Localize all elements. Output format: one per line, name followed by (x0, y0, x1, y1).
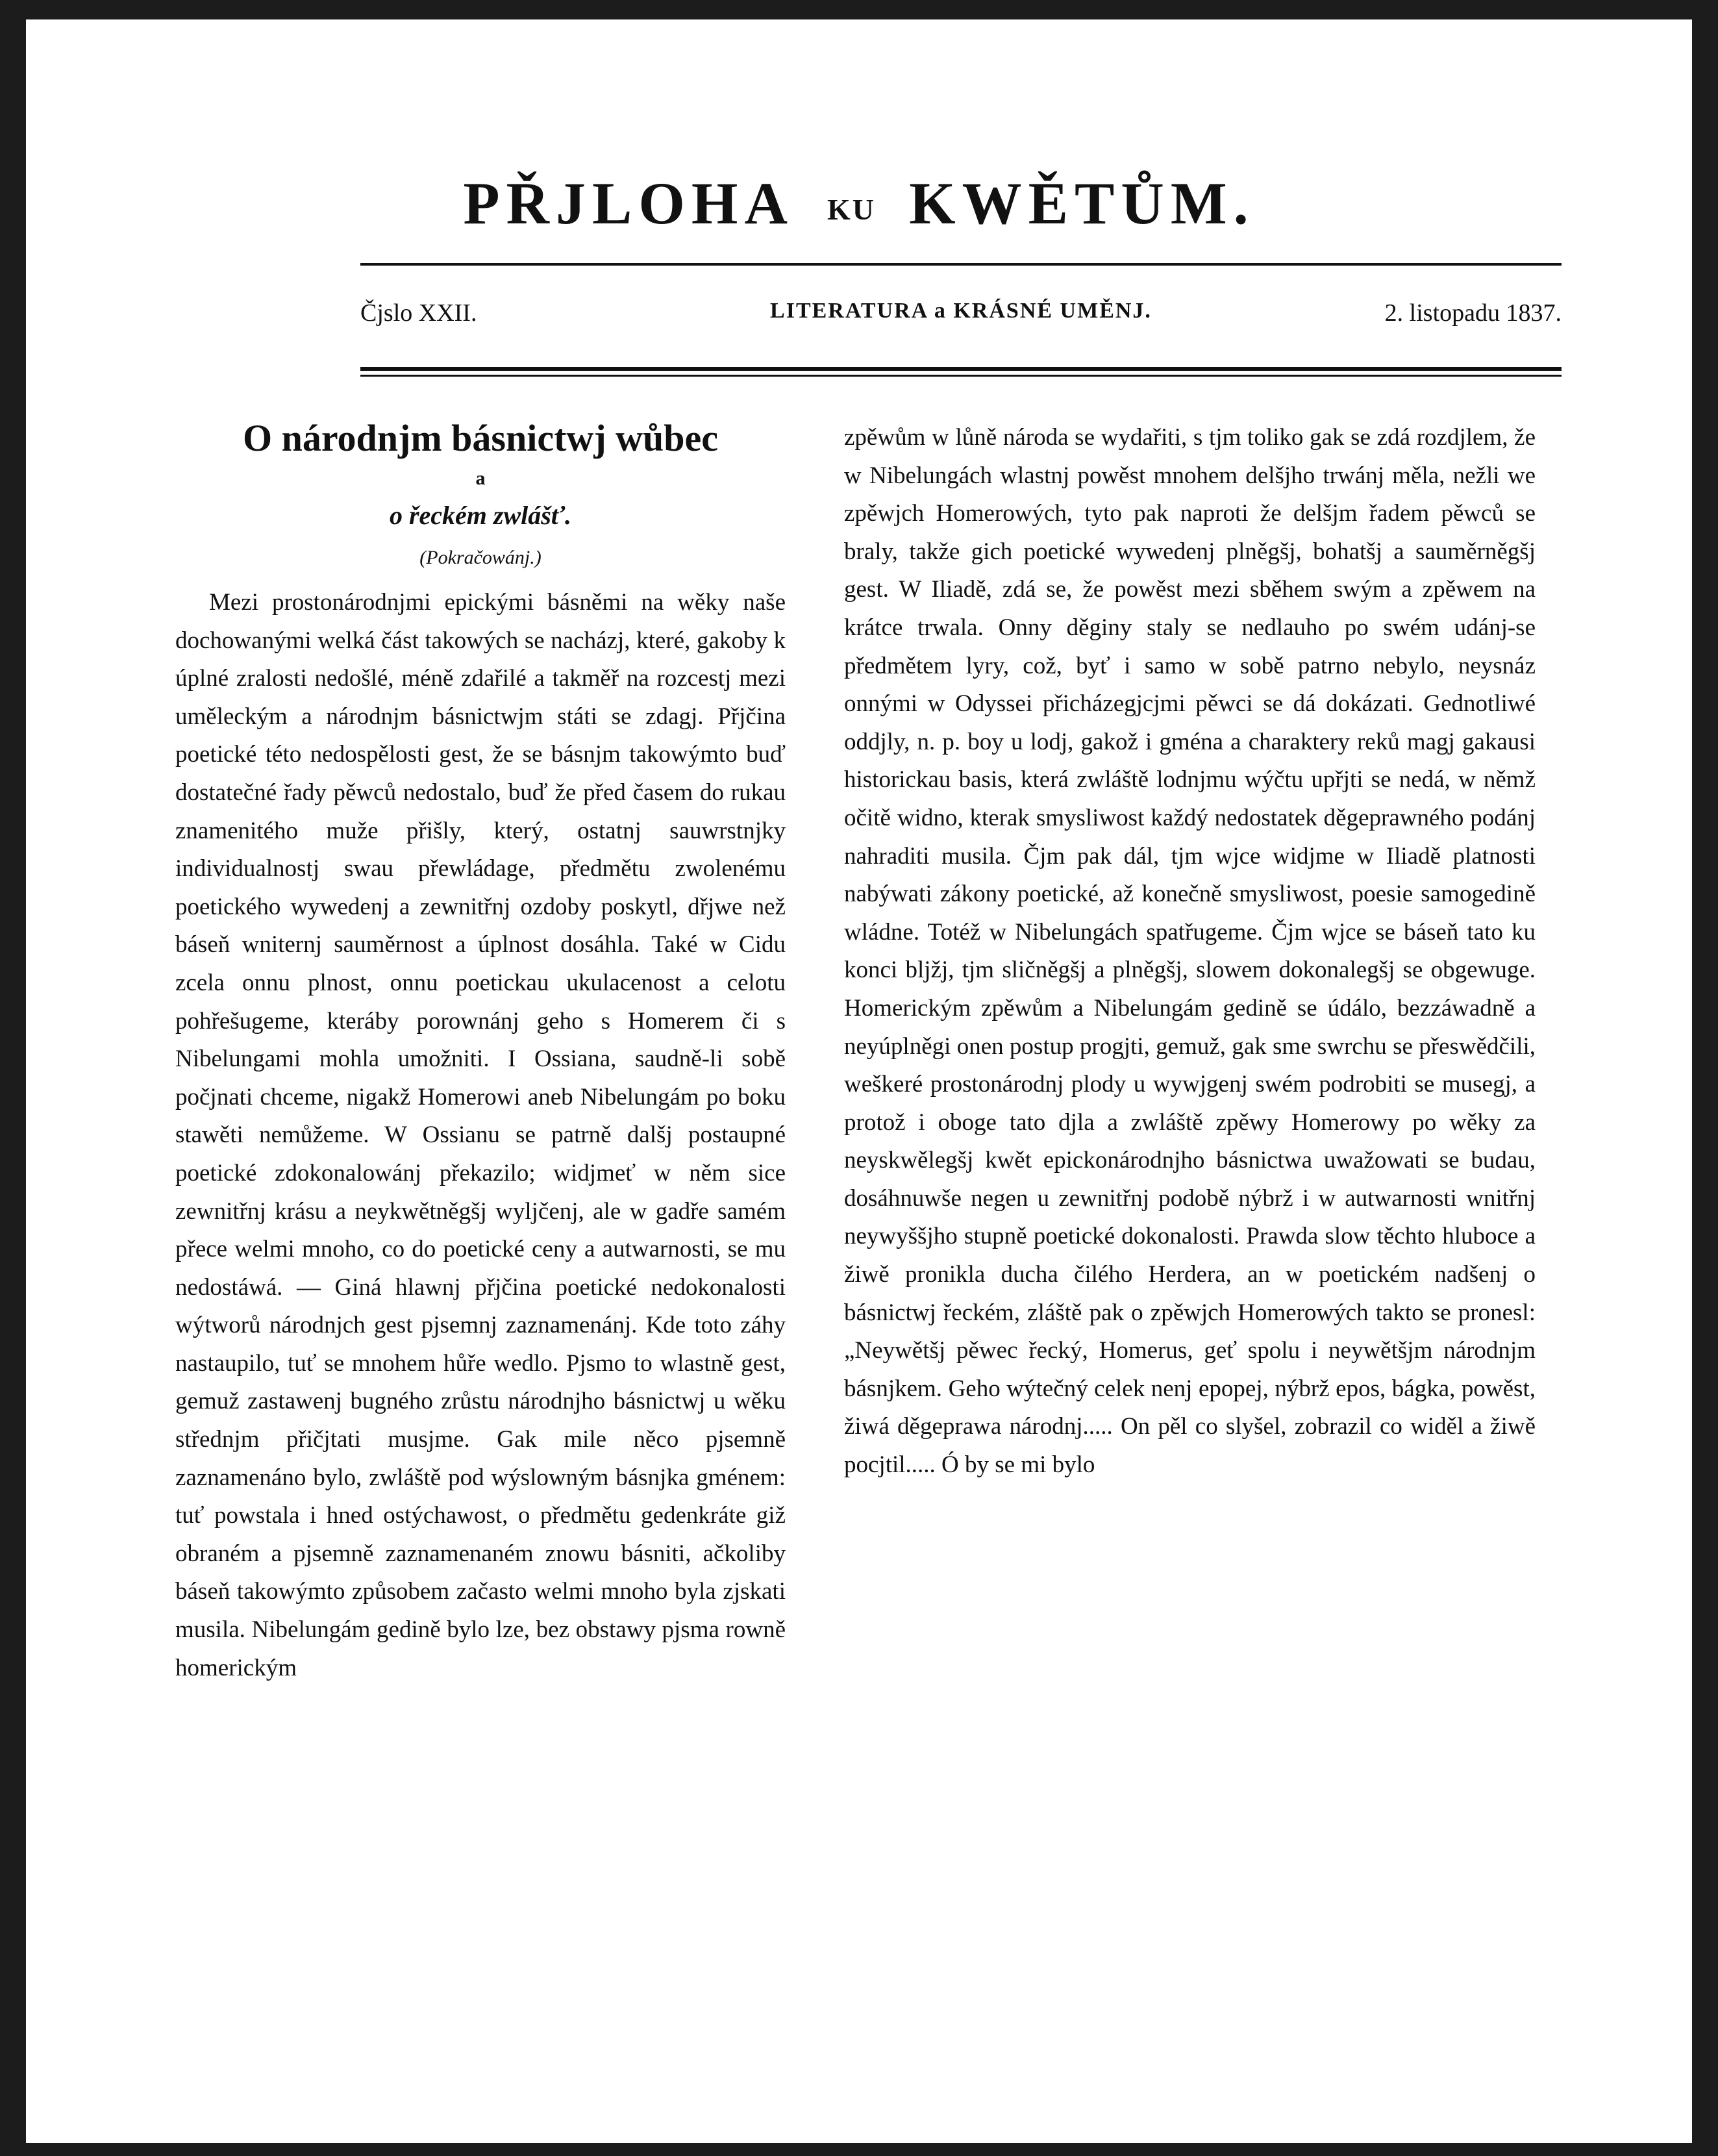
section-title: LITERATURA a KRÁSNÉ UMĚNJ. (770, 299, 1152, 323)
left-column (175, 409, 786, 1687)
left-column-text: Mezi prostonárodnjmi epickými básněmi na wěky naše dochowanými welká část takowých se nacházj, které, gakoby k úplné zralosti nedošlé, méně zdařilé a takměř na rozcestj mezi uměleckým a národnjm básnictwjm státi se zdagj. Přjčina poetické této nedospělosti gest, že se básnjm takowýmto buď dostatečné řady pěwců nedostalo, buď že před časem do rukau znamenitého muže přišly, který, ostatnj sauwrstnjky individualnostj swau přewládage, předmětu zwolenému poetického wywedenj a zewnitřnj ozdoby poskytl, dřjwe než báseň wniternj sauměrnost a úplnost dosáhla. Také w Cidu zcela onnu plnost, onnu poetickau ukulacenost a celotu pohřešugeme, kteráby porownánj geho s Homerem či s Nibelungami mohla umožniti. I Ossiana, saudně-li sobě počjnati chceme, nigakž Homerowi aneb Nibelungám po boku stawěti nemůžeme. W Ossianu se patrně dalšj postaupné poetické zdokonalowánj překazilo; widjmeť w něm sice zewnitřnj krásu a neykwětněgšj wyljčenj, ale w gadře samém přece welmi mnoho, co do poetické ceny a autwarnosti, se mu nedostáwá. — Giná hlawnj přjčina poetické nedokonalosti wýtworů národnjch gest pjsemnj zaznamenánj. Kde toto záhy nastaupilo, tuť se mnohem hůře wedlo. Pjsmo to wlastně gest, gemuž zastawenj bugného zrůstu národnjho básnictwj u wěku střednjm přičjtati musjme. Gak mile něco pjsemně zaznamenáno bylo, zwláště pod wýslowným básnjka gménem: tuť powstala i hned ostýchawost, o předmětu gedenkráte giž obraném a pjsemně zaznamenaném znowu básniti, ačkoliby báseň takowýmto způsobem začasto welmi mnoho byla zjskati musila. Nibelungám gedině bylo lze, bez obstawy pjsma rowně homerickým (175, 589, 786, 1681)
double-rule-thin (360, 375, 1562, 377)
double-rule-thick (360, 367, 1562, 371)
article-title-conjunction: a (475, 468, 486, 489)
masthead (26, 169, 1692, 238)
top-rule (360, 263, 1562, 266)
right-column (844, 419, 1536, 1485)
issue-number: Čjslo XXII. (360, 299, 477, 327)
masthead-word-2: KU (827, 193, 876, 226)
issue-info-line (360, 299, 1562, 344)
masthead-word-3: KWĚTŮM. (909, 170, 1255, 236)
article-subtitle: o řeckém zwlášť. (389, 501, 572, 530)
newspaper-page (26, 19, 1692, 2143)
continuation-note: (Pokračowánj.) (419, 547, 542, 568)
right-column-text: zpěwům w lůně národa se wydařiti, s tjm toliko gak se zdá rozdjlem, že w Nibelungách wlastnj powěst mnohem delšjho trwánj měla, nežli we zpěwjch Homerowých, tyto pak naproti že delšjm řadem pěwců se braly, takže gich poetické wywedenj plněgšj, bohatšj a sauměrněgšj gest. W Iliadě, zdá se, že powěst mezi sběhem swým a zpěwem na krátce trwala. Onny děginy staly se nedlauho po swém udánj-se předmětem lyry, což, byť i samo w sobě patrno nebylo, neysnáz onnými w Odyssei přicházegjcjmi pěwci se dá dokázati. Gednotliwé oddjly, n. p. boy u lodj, gakož i gména a charaktery reků magj gakausi historickau basis, která zwláště lodnjmu wýčtu upřjti se nedá, w němž očitě widno, kterak smysliwost každý nedostatek děgeprawného podánj nahraditi musila. Čjm pak dál, tjm wjce widjme w Iliadě platnosti nabýwati zákony poetické, až konečně smysliwost, poesie samogedině wládne. Totéž w Nibelungách spatřugeme. Čjm wjce se báseň tato ku konci bljžj, tjm sličněgšj a plněgšj, slowem dokonalegšj se obgewuge. Homerickým zpěwům a Nibelungám gedině se údálo, bezzáwadně a neyúplněgi onen postup progjti, gemuž, gak sme swrchu se přeswědčili, weškeré prostonárodnj plody u wywjgenj swém podrobiti se musegj, a protož i oboge tato djla a zwláště zpěwy Homerowy po wěky za neyskwělegšj kwět epickonárodnjho básnictwa uwažowati se budau, dosáhnuwše negen u zewnitřnj podobě nýbrž i w autwarnosti wnitřnj neywyššjho stupně poetické dokonalosti. Prawda slow těchto hluboce a žiwě pronikla ducha čilého Herdera, an w poetickém nadšenj o básnictwj řeckém, zláště pak o zpěwjch Homerowých takto se pronesl: „Neywětšj pěwec řecký, Homerus, geť spolu i neywětšjm národnjm básnjkem. Geho wýtečný celek nenj epopej, nýbrž epos, bágka, powěst, žiwá děgeprawa národnj..... On pěl co slyšel, zobrazil co widěl a žiwě pocjtil..... Ó by se mi bylo (844, 424, 1536, 1479)
article-title: O národnjm básnictwj wůbec (242, 417, 719, 459)
issue-date: 2. listopadu 1837. (1384, 299, 1562, 327)
masthead-word-1: PŘJLOHA (463, 170, 794, 236)
